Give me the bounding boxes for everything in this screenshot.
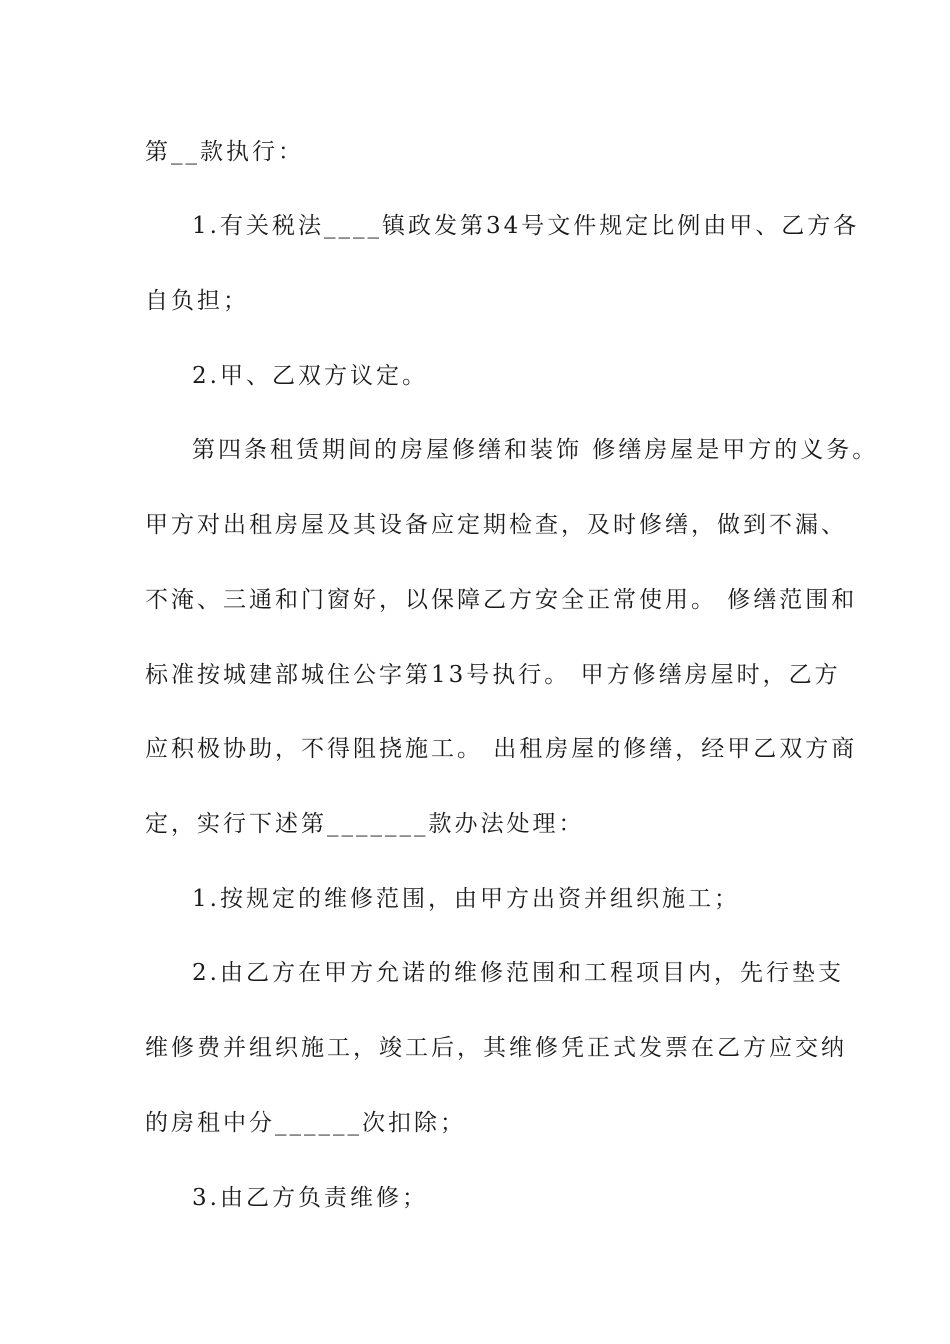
text-line: 3.由乙方负责维修；	[192, 1185, 428, 1211]
text-line: 2.甲、乙双方议定。	[192, 363, 428, 389]
text-line: 标准按城建部城住公字第13号执行。 甲方修缮房屋时，乙方	[145, 662, 841, 688]
text-line: 第__款执行：	[145, 139, 304, 165]
text-line: 2.由乙方在甲方允诺的维修范围和工程项目内，先行垫支	[192, 960, 844, 986]
text-line: 甲方对出租房屋及其设备应定期检查，及时修缮，做到不漏、	[145, 512, 847, 538]
text-line: 不淹、三通和门窗好，以保障乙方安全正常使用。 修缮范围和	[145, 587, 858, 613]
text-line: 1.按规定的维修范围，由甲方出资并组织施工；	[192, 886, 740, 912]
text-line: 自负担；	[145, 288, 249, 314]
text-line: 1.有关税法____镇政发第34号文件规定比例由甲、乙方各	[192, 213, 860, 239]
text-line: 第四条租赁期间的房屋修缮和装饰 修缮房屋是甲方的义务。	[192, 437, 879, 463]
text-line: 定，实行下述第_______款办法处理：	[145, 811, 585, 837]
text-line: 的房租中分______次扣除；	[145, 1110, 466, 1136]
text-line: 维修费并组织施工，竣工后，其维修凭正式发票在乙方应交纳	[145, 1035, 847, 1061]
text-line: 应积极协助，不得阻挠施工。 出租房屋的修缮，经甲乙双方商	[145, 736, 858, 762]
